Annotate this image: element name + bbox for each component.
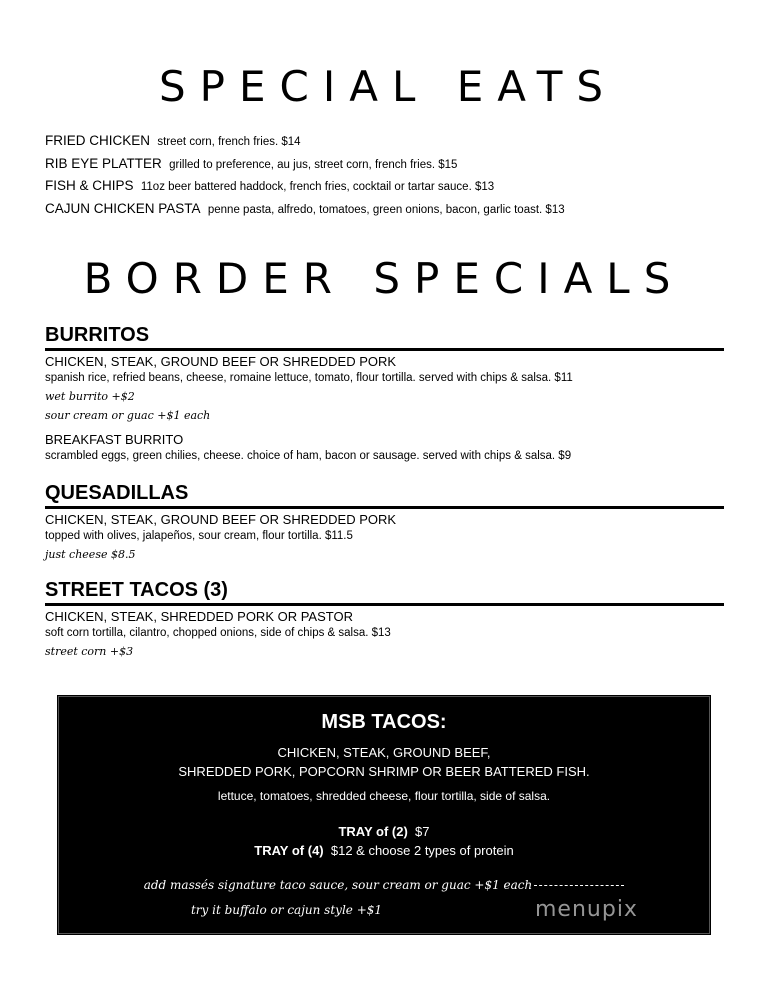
special-eats-list	[45, 130, 745, 220]
tray-4-line	[59, 843, 709, 858]
item-name: CHICKEN, STEAK, GROUND BEEF OR SHREDDED PORK	[45, 512, 397, 527]
item-description: topped with olives, jalapeños, sour cream, flour tortilla. $11.5	[45, 530, 353, 542]
tray-label: TRAY of (4)	[254, 843, 324, 858]
tray-label: TRAY of (2)	[338, 824, 408, 839]
section-heading: BURRITOS	[45, 322, 724, 351]
tray-price: $12 & choose 2 types of protein	[330, 843, 514, 858]
list-item	[45, 198, 745, 221]
item-description: penne pasta, alfredo, tomatoes, green onions, bacon, garlic toast. $13	[207, 203, 565, 216]
watermark-logo: menupix	[535, 897, 638, 922]
item-name: CHICKEN, STEAK, GROUND BEEF OR SHREDDED PORK	[45, 354, 397, 369]
section-heading: QUESADILLAS	[45, 480, 724, 509]
special-eats-title: SPECIAL EATS	[158, 62, 618, 111]
quesadillas-section	[45, 480, 724, 564]
item-name: BREAKFAST BURRITO	[45, 432, 184, 447]
item-description: 11oz beer battered haddock, french fries, cocktail or tartar sauce. $13	[140, 181, 495, 193]
burritos-section	[45, 322, 724, 465]
sauce-note-text: add massés signature taco sauce, sour cream or guac +$1 each	[143, 878, 533, 892]
toppings-line: lettuce, tomatoes, shredded cheese, flour tortilla, side of salsa.	[217, 789, 551, 803]
style-note: try it buffalo or cajun style +$1	[190, 903, 383, 917]
list-item	[45, 153, 745, 176]
tray-price: $7	[415, 824, 430, 839]
item-description: soft corn tortilla, cilantro, chopped onions, side of chips & salsa. $13	[45, 627, 391, 639]
dashed-line	[534, 885, 624, 886]
street-tacos-section	[45, 577, 724, 661]
item-description: spanish rice, refried beans, cheese, romaine lettuce, tomato, flour tortilla. served with chips & salsa. $11	[45, 372, 573, 384]
section-heading: STREET TACOS (3)	[45, 577, 724, 606]
protein-line: CHICKEN, STEAK, GROUND BEEF,	[277, 745, 491, 760]
item-description: grilled to preference, au jus, street corn, french fries. $15	[169, 158, 458, 171]
addon-note: sour cream or guac +$1 each	[45, 409, 211, 422]
list-item	[45, 175, 745, 198]
item-name: FISH & CHIPS	[45, 178, 134, 193]
item-name: RIB EYE PLATTER	[45, 155, 162, 171]
item-description: scrambled eggs, green chilies, cheese. choice of ham, bacon or sausage. served with chips & salsa. $9	[45, 450, 572, 462]
item-name: FRIED CHICKEN	[45, 133, 151, 148]
item-description: street corn, french fries. $14	[157, 136, 301, 148]
addon-note: street corn +$3	[45, 645, 134, 658]
border-specials-title: BORDER SPECIALS	[83, 254, 685, 303]
tray-2-line	[59, 824, 709, 839]
item-name: CHICKEN, STEAK, SHREDDED PORK OR PASTOR	[45, 609, 353, 624]
protein-line: SHREDDED PORK, POPCORN SHRIMP OR BEER BATTERED FISH.	[178, 764, 590, 779]
list-item	[45, 130, 745, 153]
msb-tacos-title: MSB TACOS:	[321, 711, 447, 733]
addon-note: just cheese $8.5	[45, 548, 136, 561]
sauce-note	[59, 878, 709, 892]
msb-tacos-box	[58, 696, 710, 934]
item-name: CAJUN CHICKEN PASTA	[45, 200, 201, 216]
addon-note: wet burrito +$2	[45, 390, 135, 403]
